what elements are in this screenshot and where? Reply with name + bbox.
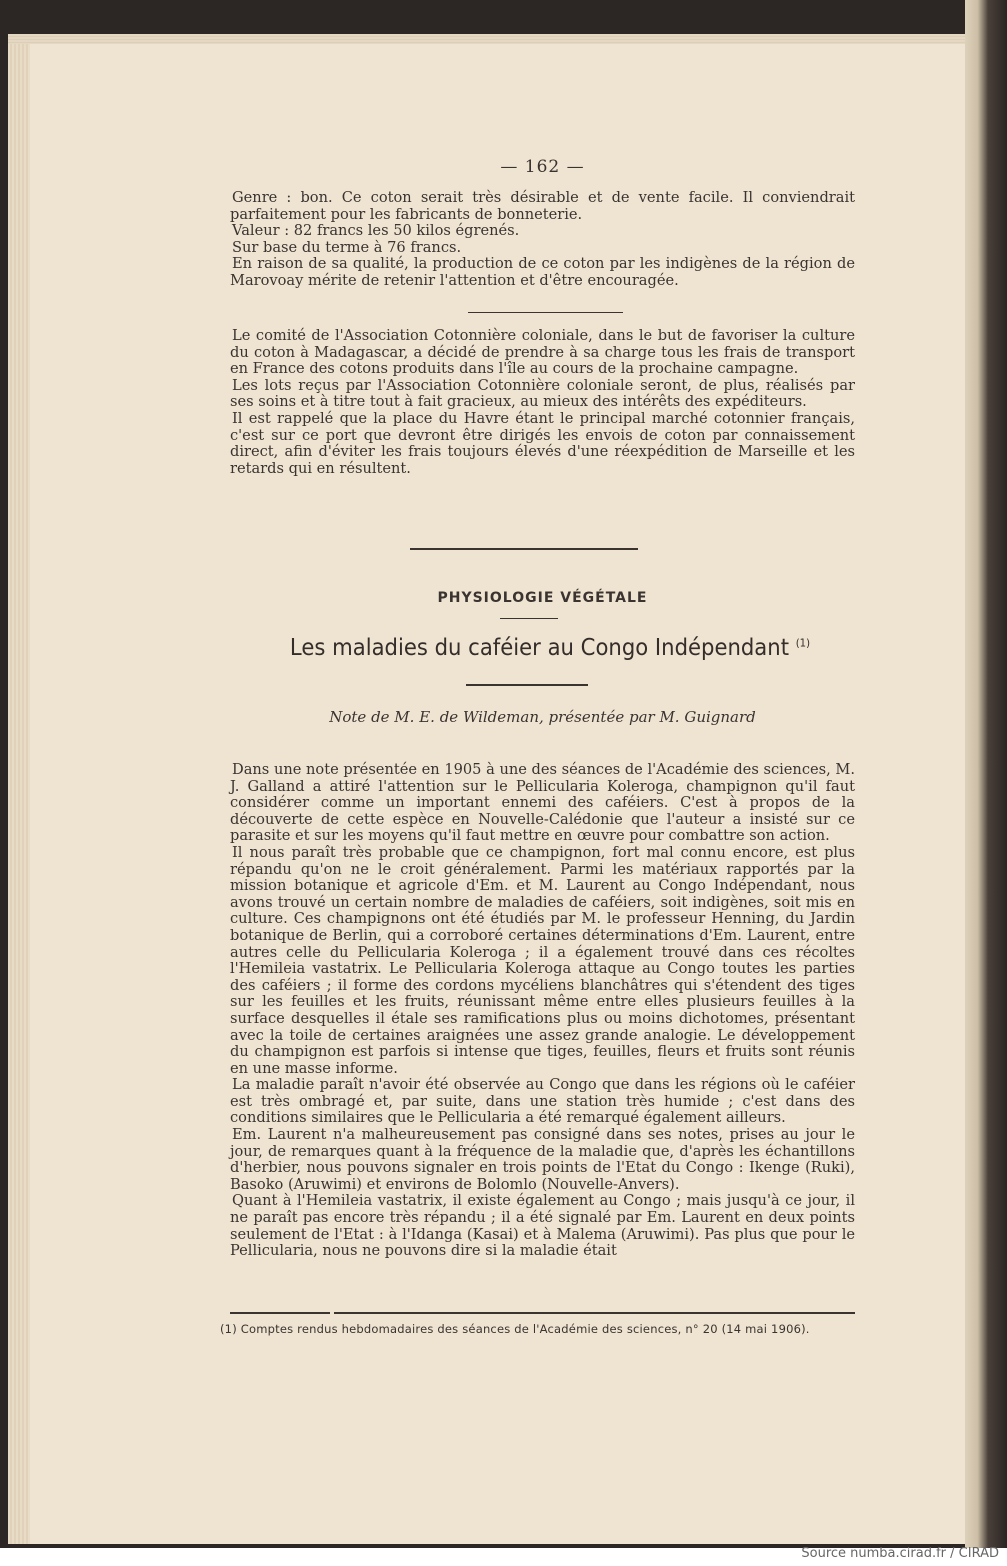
section-heading: PHYSIOLOGIE VÉGÉTALE	[437, 590, 648, 606]
paragraph: En raison de sa qualité, la production de ce coton par les indigènes de la région de Marovoay mérite de retenir l'attention et d'être encouragée.	[230, 255, 855, 289]
paragraph: Em. Laurent n'a malheureusement pas consigné dans ses notes, prises au jour le jour, de remarques quant à la fréquence de la maladie que, d'après les échantillons d'herbier, nous pouvons signaler en trois points de l'Etat du Congo : Ikenge (Ruki), Basoko (Aruwimi) et environs de Bolomlo (Nouvelle-Anvers).	[230, 1126, 855, 1193]
paragraph: Quant à l'Hemileia vastatrix, il existe également au Congo ; mais jusqu'à ce jour, il ne paraît pas encore très répandu ; il a été signalé par Em. Laurent en deux points seulement de l'Etat : à l'Idanga (Kasai) et à Malema (Aruwimi). Pas plus que pour le Pellicularia, nous ne pouvons dire si la maladie était	[230, 1192, 855, 1260]
paragraph: Genre : bon. Ce coton serait très désirable et de vente facile. Il conviendrait parfaitement pour les fabricants de bonneterie.	[230, 189, 855, 223]
paragraph: Le comité de l'Association Cotonnière coloniale, dans le but de favoriser la culture du coton à Madagascar, a décidé de prendre à sa charge tous les frais de transport en France des cotons produits dans l'île au cours de la prochaine campagne.	[230, 327, 855, 378]
separator-rule	[410, 548, 638, 550]
source-credit: Source numba.cirad.fr / CIRAD	[801, 1546, 999, 1561]
cotton-report-block	[230, 190, 855, 290]
separator-rule	[466, 684, 588, 686]
footnote: (1) Comptes rendus hebdomadaires des séances de l'Académie des sciences, n° 20 (14 mai 1906).	[220, 1322, 810, 1336]
paragraph: Il est rappelé que la place du Havre étant le principal marché cotonnier français, c'est sur ce port que devront être dirigés les envois de coton par connaissement direct, afin d'éviter les frais toujours élevés d'une réexpédition de Marseille et les retards qui en résultent.	[230, 409, 855, 477]
paragraph: Valeur : 82 francs les 50 kilos égrenés.	[232, 222, 520, 240]
page-edges-left	[8, 34, 30, 1544]
separator-rule	[468, 312, 623, 313]
paragraph: Dans une note présentée en 1905 à une des séances de l'Académie des sciences, M. J. Galland a attiré l'attention sur le Pellicularia Koleroga, champignon qu'il faut considérer comme un important ennemi des caféiers. C'est à propos de la découverte de cette espèce en Nouvelle-Calédonie que l'auteur a insisté sur ce parasite et sur les moyens qu'il faut mettre en œuvre pour combattre son action.	[230, 761, 855, 845]
page-number: — 162 —	[500, 157, 585, 177]
article-title-text: Les maladies du caféier au Congo Indépendant	[289, 635, 789, 661]
paragraph: Les lots reçus par l'Association Cotonnière coloniale seront, de plus, réalisés par ses soins et à titre tout à fait gracieux, au mieux des intérêts des expéditeurs.	[230, 376, 855, 411]
association-notice-block	[230, 328, 855, 477]
paragraph: La maladie paraît n'avoir été observée au Congo que dans les régions où le caféier est très ombragé et, par suite, dans une station très humide ; c'est dans des conditions similaires que le Pellicularia a été remarqué également ailleurs.	[230, 1076, 855, 1127]
title-footnote-marker: (1)	[795, 636, 811, 650]
book-binding	[965, 0, 1007, 1548]
separator-rule	[500, 618, 558, 619]
footnote-rule-gap	[330, 1312, 334, 1314]
article-byline: Note de M. E. de Wildeman, présentée par M. Guignard	[329, 708, 756, 726]
article-body	[230, 762, 855, 1260]
page-edges-top	[8, 34, 988, 44]
footnote-rule	[230, 1312, 855, 1314]
paragraph: Sur base du terme à 76 francs.	[232, 238, 462, 256]
paragraph: Il nous paraît très probable que ce champignon, fort mal connu encore, est plus répandu qu'on ne le croit généralement. Parmi les matériaux rapportés par la mission botanique et agricole d'Em. et M. Laurent au Congo Indépendant, nous avons trouvé un certain nombre de maladies de caféiers, soit indigènes, soit mis en culture. Ces champignons ont été étudiés par M. le professeur Henning, du Jardin botanique de Berlin, qui a corroboré certaines déterminations d'Em. Laurent, entre autres celle du Pellicularia Koleroga ; il a également trouvé dans ces récoltes l'Hemileia vastatrix. Le Pellicularia Koleroga attaque au Congo toutes les parties des caféiers ; il forme des cordons mycéliens blanchâtres qui s'étendent des tiges sur les feuilles et les fruits, réunissant même entre elles plusieurs feuilles à la surface desquelles il étale ses ramifications plus ou moins dichotomes, présentant avec la toile de certaines araignées une assez grande analogie. Le développement du champignon est parfois si intense que tiges, feuilles, fleurs et fruits sont réunis en une masse informe.	[230, 843, 855, 1077]
article-title	[237, 635, 863, 661]
